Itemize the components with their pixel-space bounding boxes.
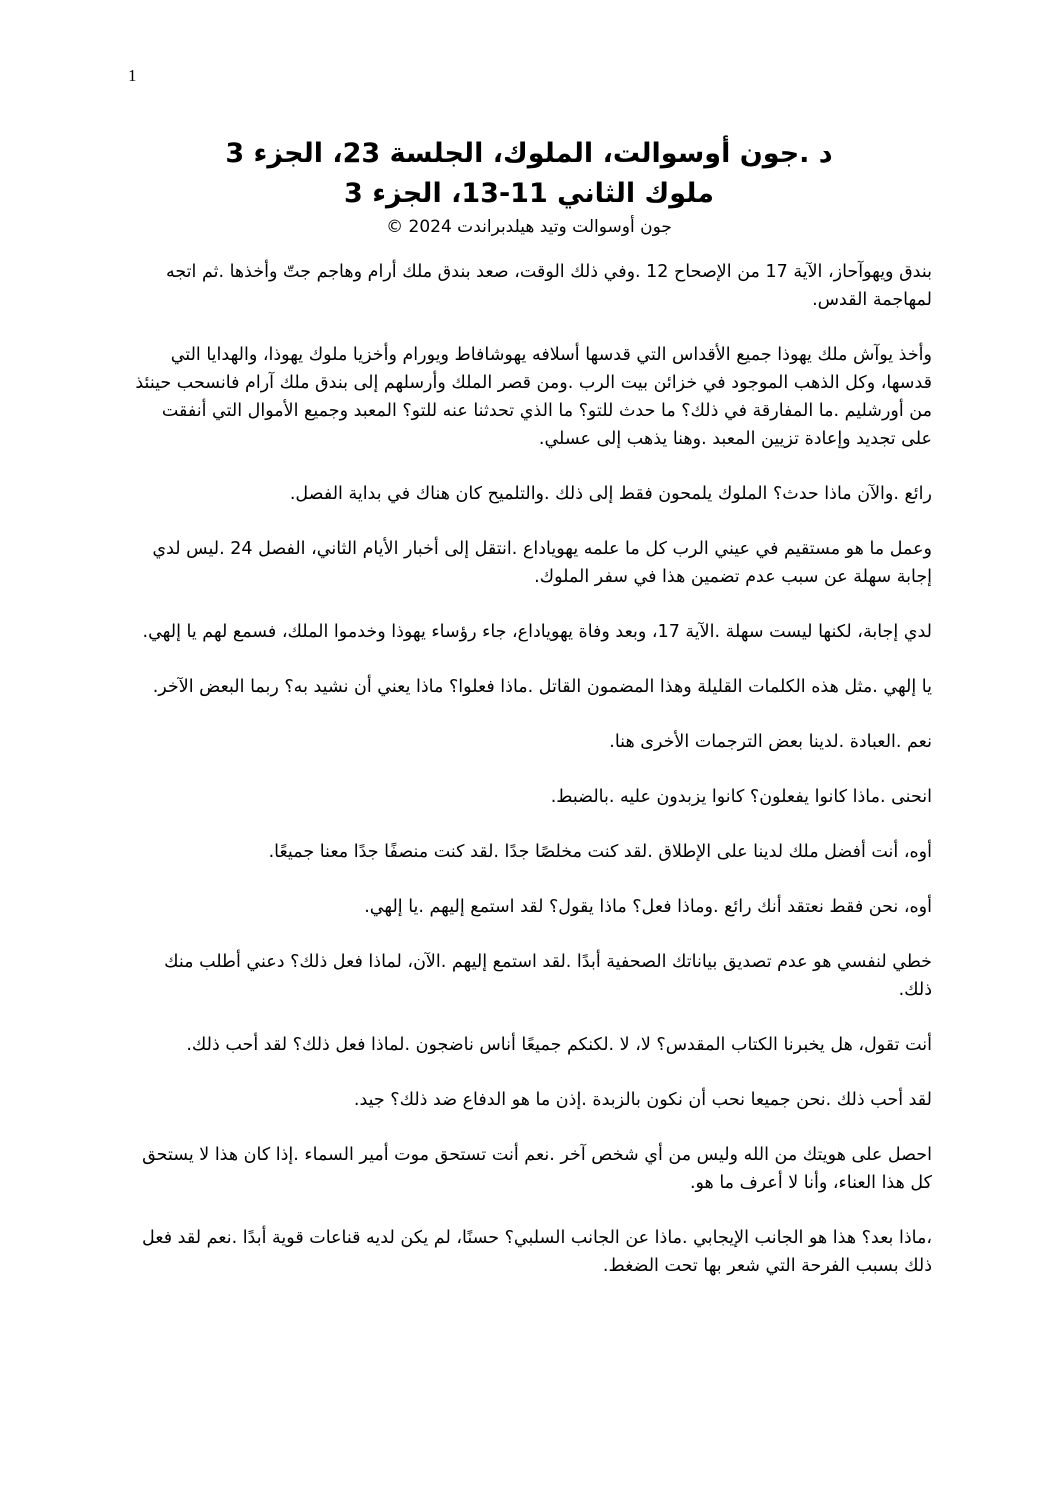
copyright-notice: جون أوسوالت وتيد هيلدبراندت 2024 © bbox=[386, 217, 672, 237]
paragraph: رائع .والآن ماذا حدث؟ الملوك يلمحون فقط إلى ذلك .والتلميح كان هناك في بداية الفصل. bbox=[289, 484, 932, 504]
paragraph: أوه، أنت أفضل ملك لدينا على الإطلاق .لقد كنت مخلصًا جدًا .لقد كنت منصفًا جدًا معنا جميعًا. bbox=[268, 842, 932, 862]
paragraph: لدي إجابة، لكنها ليست سهلة .الآية 17، وبعد وفاة يهوياداع، جاء رؤساء يهوذا وخدموا الملك، فسمع لهم يا إلهي. bbox=[142, 622, 932, 642]
document-title-line-1: د .جون أوسوالت، الملوك، الجلسة 23، الجزء 3 bbox=[225, 138, 833, 169]
document-body bbox=[132, 258, 932, 1307]
paragraph: خطي لنفسي هو عدم تصديق بياناتك الصحفية أبدًا .لقد استمع إليهم .الآن، لماذا فعل ذلك؟ دعني أطلب منك ذلك. bbox=[164, 952, 932, 1000]
paragraph: نعم .العبادة .لدينا بعض الترجمات الأخرى هنا. bbox=[609, 732, 932, 752]
paragraph: أنت تقول، هل يخبرنا الكتاب المقدس؟ لا، لا .لكنكم جميعًا أناس ناضجون .لماذا فعل ذلك؟ لقد أحب ذلك. bbox=[186, 1035, 932, 1055]
paragraph: ،ماذا بعد؟ هذا هو الجانب الإيجابي .ماذا عن الجانب السلبي؟ حسنًا، لم يكن لديه قناعات قوية أبدًا .نعم لقد فعل ذلك بسبب الفرحة التي شعر بها تحت الضغط. bbox=[142, 1228, 932, 1276]
document-title-line-2: ملوك الثاني 11-13، الجزء 3 bbox=[344, 178, 714, 209]
paragraph: وعمل ما هو مستقيم في عيني الرب كل ما علمه يهوياداع .انتقل إلى أخبار الأيام الثاني، الفصل 24 .ليس لدي إجابة سهلة عن سبب عدم تضمين هذا في سفر الملوك. bbox=[152, 539, 932, 587]
paragraph: لقد أحب ذلك .نحن جميعا نحب أن نكون بالزبدة .إذن ما هو الدفاع ضد ذلك؟ جيد. bbox=[353, 1090, 932, 1110]
paragraph: وأخذ يوآش ملك يهوذا جميع الأقداس التي قدسها أسلافه يهوشافاط ويورام وأخزيا ملوك يهوذا، والهدايا التي قدسها، وكل الذهب الموجود في خزائن بيت الرب .ومن قصر الملك وأرسلهم إلى بندق ملك آرام فانسحب حينئذ من أورشليم .ما المفارقة في ذلك؟ ما حدث للتو؟ ما الذي تحدثنا عنه للتو؟ المعبد وجميع الأموال التي أنفقت على تجديد وإعادة تزيين المعبد .وهنا يذهب إلى عسلي. bbox=[135, 345, 932, 449]
document-header bbox=[120, 134, 938, 240]
paragraph: انحنى .ماذا كانوا يفعلون؟ كانوا يزبدون عليه .بالضبط. bbox=[550, 787, 932, 807]
paragraph: أوه، نحن فقط نعتقد أنك رائع .وماذا فعل؟ ماذا يقول؟ لقد استمع إليهم .يا إلهي. bbox=[364, 897, 932, 917]
page-number: 1 bbox=[128, 66, 137, 85]
paragraph: بندق ويهوآحاز، الآية 17 من الإصحاح 12 .وفي ذلك الوقت، صعد بندق ملك أرام وهاجم جتّ وأخذها .ثم اتجه لمهاجمة القدس. bbox=[165, 262, 932, 310]
paragraph: احصل على هويتك من الله وليس من أي شخص آخر .نعم أنت تستحق موت أمير السماء .إذا كان هذا لا يستحق كل هذا العناء، وأنا لا أعرف ما هو. bbox=[142, 1145, 932, 1193]
paragraph: يا إلهي .مثل هذه الكلمات القليلة وهذا المضمون القاتل .ماذا فعلوا؟ ماذا يعني أن نشيد به؟ ربما البعض الآخر. bbox=[152, 677, 932, 697]
